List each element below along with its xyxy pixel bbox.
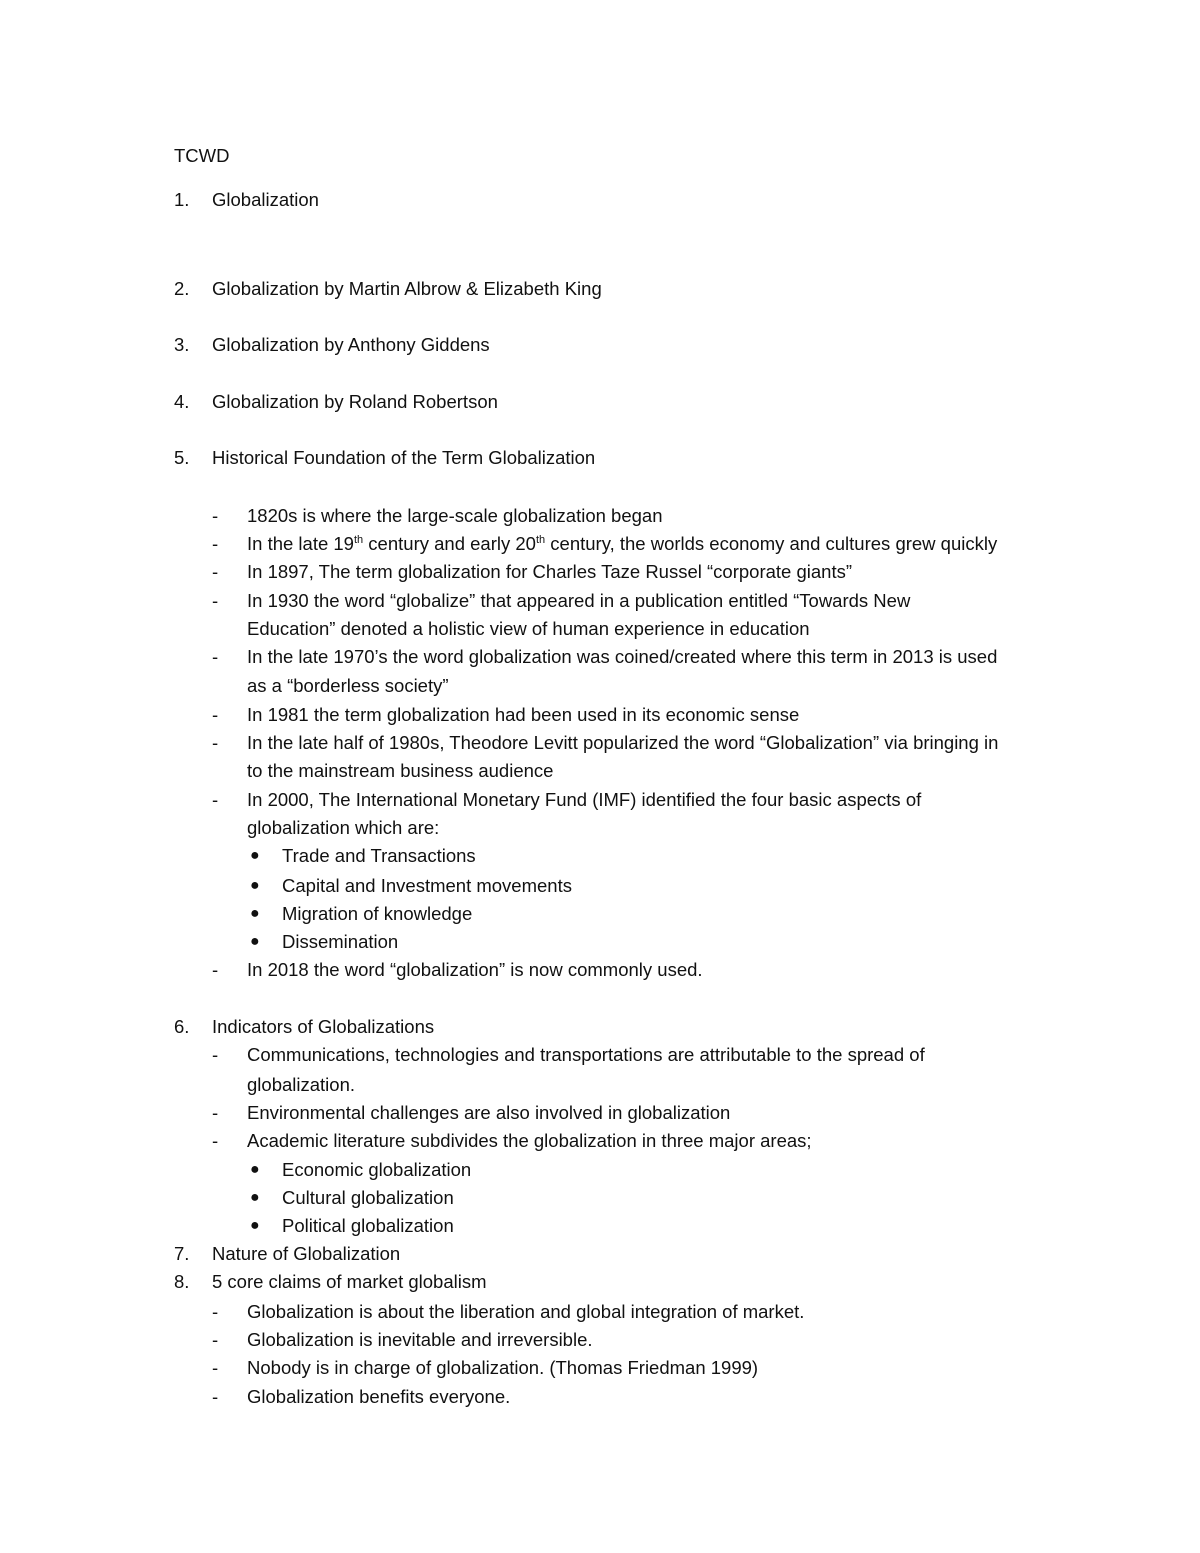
dash-marker: - (212, 732, 219, 753)
list-item-continuation: Education” denoted a holistic view of human experience in education (247, 618, 810, 639)
list-item: In 2018 the word “globalization” is now commonly used. (247, 959, 703, 980)
list-item-continuation: as a “borderless society” (247, 675, 449, 696)
dash-marker: - (212, 1357, 219, 1378)
bullet-item: Trade and Transactions (282, 845, 476, 866)
superscript: th (353, 533, 364, 546)
section-number: 1. (174, 189, 190, 210)
dash-marker: - (212, 590, 219, 611)
dash-marker: - (212, 1301, 219, 1322)
dash-marker: - (212, 533, 219, 554)
section-heading: Globalization by Anthony Giddens (212, 334, 490, 355)
section-heading: Globalization (212, 189, 319, 210)
text-run: century and early 20 (363, 533, 536, 554)
list-item: Communications, technologies and transportations are attributable to the spread of (247, 1044, 925, 1065)
bullet-marker: ● (250, 877, 260, 894)
dash-marker: - (212, 1044, 219, 1065)
text-run: century, the worlds economy and cultures grew quickly (545, 533, 998, 554)
section-heading: Globalization by Martin Albrow & Elizabeth King (212, 278, 602, 299)
bullet-item: Economic globalization (282, 1159, 472, 1180)
dash-marker: - (212, 789, 219, 810)
superscript: th (535, 533, 546, 546)
dash-marker: - (212, 1102, 219, 1123)
bullet-item: Cultural globalization (282, 1187, 454, 1208)
list-item: Nobody is in charge of globalization. (Thomas Friedman 1999) (247, 1357, 759, 1378)
section-heading: Nature of Globalization (212, 1243, 401, 1264)
list-item: In 1981 the term globalization had been used in its economic sense (247, 704, 800, 725)
bullet-marker: ● (250, 1217, 260, 1234)
section-heading: Globalization by Roland Robertson (212, 391, 498, 412)
list-item: In 2000, The International Monetary Fund (IMF) identified the four basic aspects of (247, 789, 922, 810)
dash-marker: - (212, 505, 219, 526)
section-number: 3. (174, 334, 190, 355)
list-item-continuation: globalization. (247, 1074, 355, 1095)
section-number: 8. (174, 1271, 190, 1292)
bullet-marker: ● (250, 1189, 260, 1206)
bullet-marker: ● (250, 933, 260, 950)
list-item: Academic literature subdivides the globalization in three major areas; (247, 1130, 812, 1151)
section-heading: Indicators of Globalizations (212, 1016, 435, 1037)
dash-marker: - (212, 646, 219, 667)
list-item: In the late half of 1980s, Theodore Levitt popularized the word “Globalization” via bringing in (247, 732, 999, 753)
dash-marker: - (212, 1329, 219, 1350)
list-item: In 1930 the word “globalize” that appeared in a publication entitled “Towards New (247, 590, 911, 611)
bullet-item: Political globalization (282, 1215, 454, 1236)
dash-marker: - (212, 704, 219, 725)
bullet-item: Capital and Investment movements (282, 875, 572, 896)
list-item-continuation: globalization which are: (247, 817, 440, 838)
bullet-item: Dissemination (282, 931, 399, 952)
bullet-marker: ● (250, 905, 260, 922)
section-number: 2. (174, 278, 190, 299)
list-item (247, 530, 997, 558)
list-item: Globalization is inevitable and irreversible. (247, 1329, 593, 1350)
dash-marker: - (212, 1386, 219, 1407)
text-run: In the late 19 (247, 533, 354, 554)
section-number: 4. (174, 391, 190, 412)
section-number: 6. (174, 1016, 190, 1037)
bullet-marker: ● (250, 847, 260, 864)
bullet-item: Migration of knowledge (282, 903, 473, 924)
list-item: Globalization is about the liberation and global integration of market. (247, 1301, 805, 1322)
list-item: In the late 1970’s the word globalization was coined/created where this term in 2013 is used (247, 646, 998, 667)
section-number: 7. (174, 1243, 190, 1264)
list-item: Environmental challenges are also involved in globalization (247, 1102, 731, 1123)
list-item: In 1897, The term globalization for Charles Taze Russel “corporate giants” (247, 561, 852, 582)
section-heading: 5 core claims of market globalism (212, 1271, 487, 1292)
list-item: Globalization benefits everyone. (247, 1386, 511, 1407)
bullet-marker: ● (250, 1161, 260, 1178)
dash-marker: - (212, 959, 219, 980)
list-item-continuation: to the mainstream business audience (247, 760, 554, 781)
section-number: 5. (174, 447, 190, 468)
document-title: TCWD (174, 145, 230, 166)
section-heading: Historical Foundation of the Term Globalization (212, 447, 596, 468)
list-item: 1820s is where the large-scale globalization began (247, 505, 663, 526)
dash-marker: - (212, 561, 219, 582)
dash-marker: - (212, 1130, 219, 1151)
